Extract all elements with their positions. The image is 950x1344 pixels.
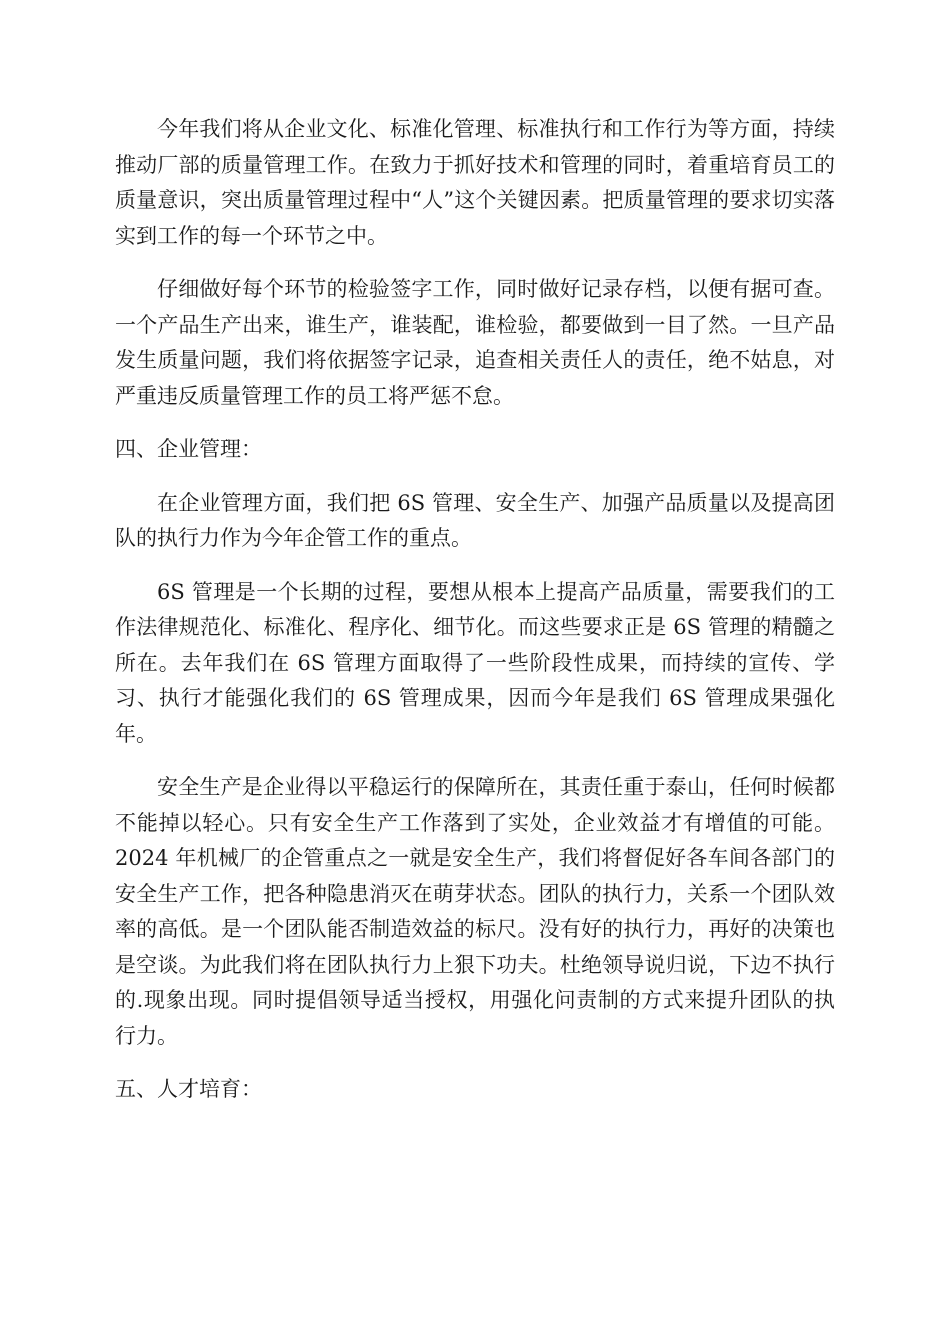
paragraph-quality-culture: 今年我们将从企业文化、标准化管理、标准执行和工作行为等方面，持续推动厂部的质量管理工作。在致力于抓好技术和管理的同时，着重培育员工的质量意识，突出质量管理过程中“人”这个关键因素。把质量管理的要求切实落实到工作的每一个环节之中。 (115, 117, 835, 248)
paragraph-6s-management: 6S 管理是一个长期的过程，要想从根本上提高产品质量，需要我们的工作法律规范化、标准化、程序化、细节化。而这些要求正是 6S 管理的精髓之所在。去年我们在 6S 管理方面取得了一些阶段性成果，而持续的宣传、学习、执行才能强化我们的 6S 管理成果，因而今年是我们 6S 管理成果强化年。 (115, 579, 835, 746)
section-heading-enterprise-management: 四、企业管理： (115, 437, 262, 461)
document-page (115, 112, 835, 1126)
paragraph-safety-production: 安全生产是企业得以平稳运行的保障所在，其责任重于泰山，任何时候都不能掉以轻心。只有安全生产工作落到了实处，企业效益才有增值的可能。2024 年机械厂的企管重点之一就是安全生产，我们将督促好各车间各部门的安全生产工作，把各种隐患消灭在萌芽状态。团队的执行力，关系一个团队效率的高低。是一个团队能否制造效益的标尺。没有好的执行力，再好的决策也是空谈。为此我们将在团队执行力上狠下功夫。杜绝领导说归说，下边不执行的.现象出现。同时提倡领导适当授权，用强化问责制的方式来提升团队的执行力。 (115, 775, 835, 1048)
paragraph-inspection-signature: 仔细做好每个环节的检验签字工作，同时做好记录存档，以便有据可查。一个产品生产出来，谁生产，谁装配，谁检验，都要做到一目了然。一旦产品发生质量问题，我们将依据签字记录，追查相关责任人的责任，绝不姑息，对严重违反质量管理工作的员工将严惩不怠。 (115, 277, 835, 408)
paragraph-management-focus: 在企业管理方面，我们把 6S 管理、安全生产、加强产品质量以及提高团队的执行力作为今年企管工作的重点。 (115, 490, 835, 550)
section-heading-talent-cultivation: 五、人才培育： (115, 1077, 262, 1101)
